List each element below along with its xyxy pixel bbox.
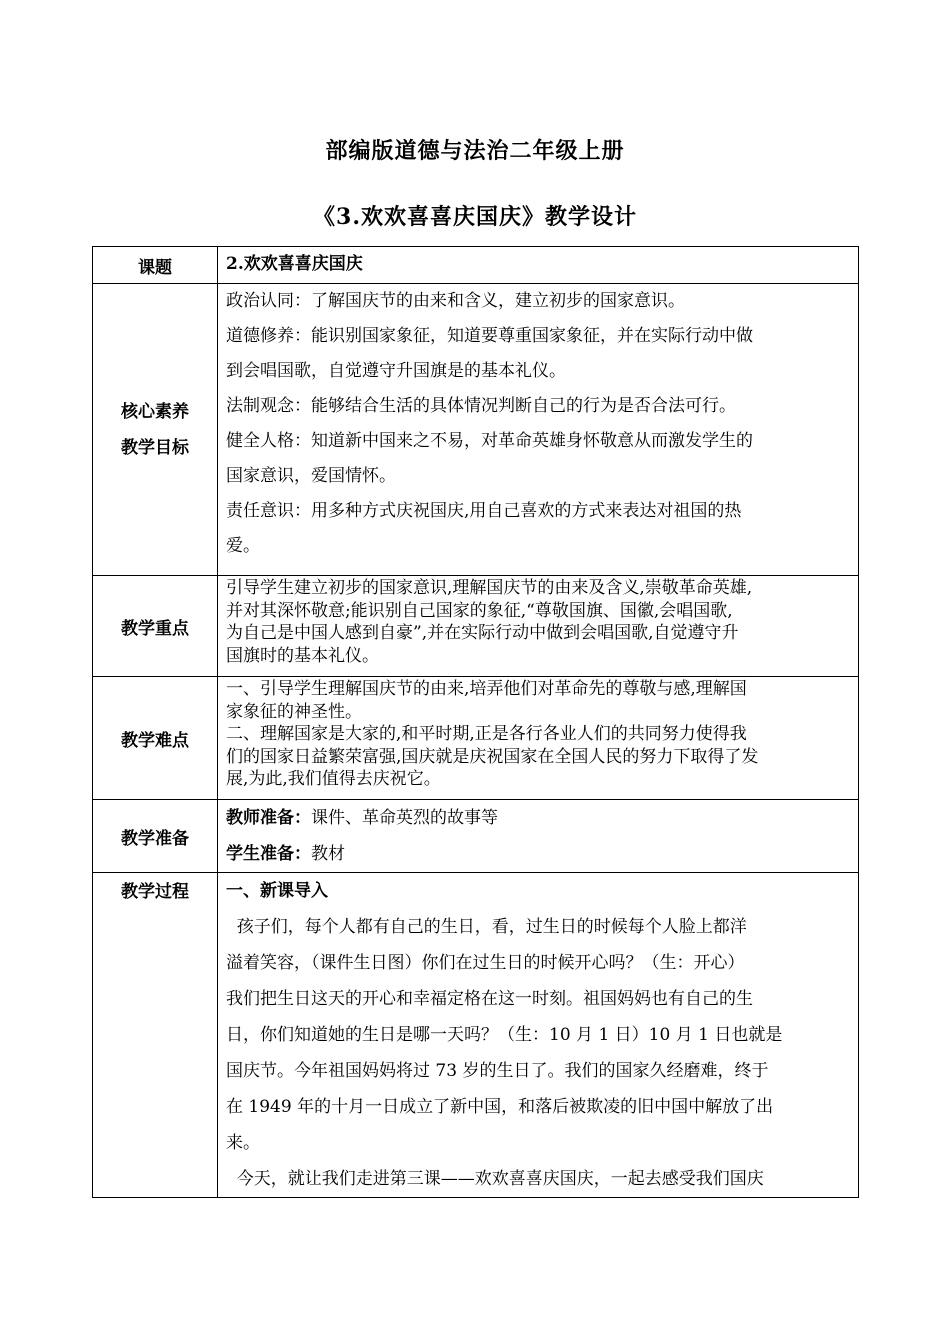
teacher-prep — [226, 800, 850, 836]
process-line: 孩子们，每个人都有自己的生日，看，过生日的时候每个人脸上都洋 — [226, 917, 747, 937]
process-line: 今天，就让我们走进第三课——欢欢喜喜庆国庆，一起去感受我们国庆 — [226, 1169, 764, 1189]
prep-content — [218, 800, 859, 873]
student-prep-label: 学生准备： — [226, 844, 311, 864]
core-line: 道德修养：能识别国家象征，知道要尊重国家象征，并在实际行动中做 — [226, 326, 753, 346]
process-content — [218, 873, 859, 1198]
topic-row — [93, 247, 859, 284]
process-line: 日，你们知道她的生日是哪一天吗？（生：10 月 1 日）10 月 1 日也就是 — [226, 1025, 783, 1045]
prep-row — [93, 800, 859, 873]
core-line: 责任意识：用多种方式庆祝国庆,用自己喜欢的方式来表达对祖国的热 — [226, 501, 742, 521]
process-line: 来。 — [226, 1133, 260, 1153]
core-row — [93, 284, 859, 576]
core-line: 政治认同：了解国庆节的由来和含义，建立初步的国家意识。 — [226, 291, 685, 311]
key-line: 引导学生建立初步的国家意识,理解国庆节的由来及含义,崇敬革命英雄, — [226, 578, 753, 598]
core-line: 法制观念：能够结合生活的具体情况判断自己的行为是否合法可行。 — [226, 396, 736, 416]
process-line: 在 1949 年的十月一日成立了新中国，和落后被欺凌的旧中国中解放了出 — [226, 1097, 774, 1117]
core-line: 到会唱国歌，自觉遵守升国旗是的基本礼仪。 — [226, 361, 566, 381]
process-line: 我们把生日这天的开心和幸福定格在这一时刻。祖国妈妈也有自己的生 — [226, 989, 753, 1009]
teacher-prep-label: 教师准备： — [226, 808, 311, 828]
difficult-line: 一、引导学生理解国庆节的由来,培弄他们对革命先的尊敬与感,理解国 — [226, 679, 747, 699]
process-row — [93, 873, 859, 1198]
difficult-label: 教学难点 — [93, 677, 218, 800]
core-label — [93, 284, 218, 576]
key-content — [218, 576, 859, 677]
core-label-line-1: 核心素养 — [121, 401, 189, 422]
difficult-content — [218, 677, 859, 800]
key-label: 教学重点 — [93, 576, 218, 677]
student-prep-value: 教材 — [311, 844, 345, 864]
lesson-plan-table — [92, 246, 859, 1198]
core-line: 国家意识，爱国情怀。 — [226, 466, 396, 486]
process-line: 国庆节。今年祖国妈妈将过 73 岁的生日了。我们的国家久经磨难，终于 — [226, 1061, 769, 1081]
difficult-line: 二、理解国家是大家的,和平时期,正是各行各业人们的共同努力使得我 — [226, 724, 747, 744]
core-line: 爱。 — [226, 536, 260, 556]
key-line: 为自己是中国人感到自豪”,并在实际行动中做到会唱国歌,自觉遵守升 — [226, 623, 739, 643]
core-content — [218, 284, 859, 576]
process-section-heading: 一、新课导入 — [226, 881, 328, 901]
difficult-row — [93, 677, 859, 800]
key-line: 并对其深怀敬意;能识别自己国家的象征,“尊敬国旗、国徽,会唱国歌, — [226, 600, 733, 621]
core-label-line-2: 教学目标 — [121, 437, 189, 458]
difficult-line: 们的国家日益繁荣富强,国庆就是庆祝国家在全国人民的努力下取得了发 — [226, 746, 759, 767]
difficult-line: 展,为此,我们值得去庆祝它。 — [226, 769, 441, 789]
topic-label: 课题 — [93, 247, 218, 284]
process-label: 教学过程 — [93, 873, 218, 1198]
process-line: 溢着笑容，（课件生日图）你们在过生日的时候开心吗？（生：开心） — [226, 953, 745, 973]
document-title: 部编版道德与法治二年级上册 — [325, 138, 625, 164]
prep-label: 教学准备 — [93, 800, 218, 873]
key-line: 国旗时的基本礼仪。 — [226, 645, 379, 666]
core-line: 健全人格：知道新中国来之不易，对革命英雄身怀敬意从而激发学生的 — [226, 431, 753, 451]
key-row — [93, 576, 859, 677]
student-prep — [226, 836, 850, 872]
difficult-line: 家象征的神圣性。 — [226, 701, 362, 722]
topic-value: 2.欢欢喜喜庆国庆 — [218, 247, 859, 284]
document-subtitle: 《3.欢欢喜喜庆国庆》教学设计 — [313, 204, 637, 230]
teacher-prep-value: 课件、革命英烈的故事等 — [311, 808, 498, 828]
